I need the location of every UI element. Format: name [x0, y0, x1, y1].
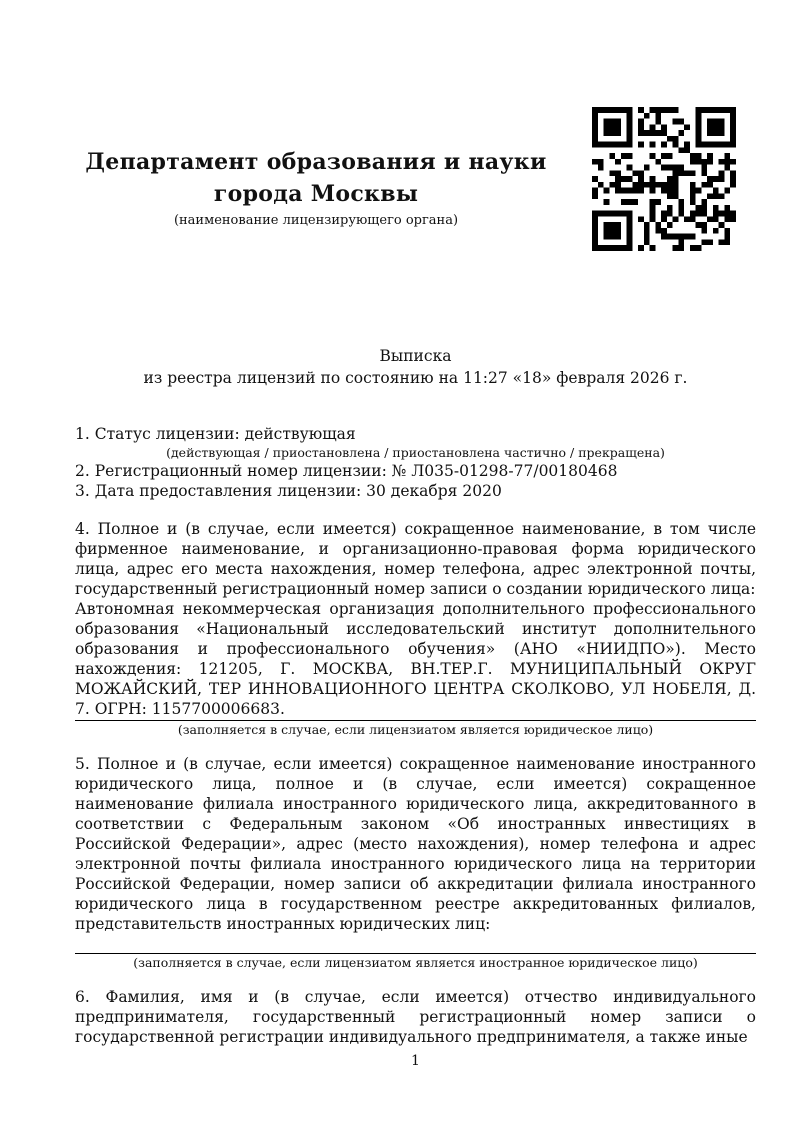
issuer-caption: (наименование лицензирующего органа): [173, 213, 459, 228]
issuer-name-line1: Департамент образования и науки: [85, 149, 547, 175]
license-grant-date-line: 3. Дата предоставления лицензии: 30 декабря 2020: [75, 482, 502, 500]
issuer-name-line2: города Москвы: [213, 181, 419, 207]
document-body: [75, 424, 756, 1047]
legal-entity-caption: (заполняется в случае, если лицензиатом является юридическое лицо): [177, 722, 654, 737]
foreign-entity-label: 5. Полное и (в случае, если имеется) сокращенное наименование иностранного юридического лица, полное и (в случае, если имеется) сокращенное наименование филиала иностранного юридического лица, аккредитованного в соответствии с Федеральным законом «Об иностранных инвестициях в Российской Федерации», адрес (место нахождения), номер телефона и адрес электронной почты филиала иностранного юридического лица на территории Российской Федерации, номер записи об аккредитации филиала иностранного юридического лица в государственном реестре аккредитованных филиалов, представительств иностранных юридических лиц:: [75, 755, 756, 933]
license-status-options-caption: (действующая / приостановлена / приостановлена частично / прекращена): [166, 445, 665, 460]
issuer-header: [75, 146, 557, 228]
foreign-entity-section: [75, 754, 756, 971]
individual-entrepreneur-label: 6. Фамилия, имя и (в случае, если имеется) отчество индивидуального предпринимателя, государственный регистрационный номер записи о государственной регистрации индивидуального предпринимателя, а также иные: [75, 988, 756, 1046]
qr-code-icon: [592, 107, 736, 251]
licensee-section-label: 4. Полное и (в случае, если имеется) сокращенное наименование, в том числе фирменное наименование, и организационно-правовая форма юридического лица, адрес его места нахождения, номер телефона, адрес электронной почты, государственный регистрационный номер записи о создании юридического лица:: [75, 520, 756, 598]
document-title-line2: из реестра лицензий по состоянию на 11:27 «18» февраля 2026 г.: [143, 369, 688, 387]
foreign-entity-caption: (заполняется в случае, если лицензиатом является иностранное юридическое лицо): [133, 955, 698, 970]
foreign-entity-blank-field: [75, 934, 756, 952]
document-title: [75, 345, 756, 389]
licensee-legal-entity-section: [75, 519, 756, 738]
licensee-section-value: Автономная некоммерческая организация дополнительного профессионального образования «Национальный исследовательский институт дополнительного образования и профессионального обучения» (АНО «НИИДПО»). Место нахождения: 121205, Г. МОСКВА, ВН.ТЕР.Г. МУНИЦИПАЛЬНЫЙ ОКРУГ МОЖАЙСКИЙ, ТЕР ИННОВАЦИОННОГО ЦЕНТРА СКОЛКОВО, УЛ НОБЕЛЯ, Д. 7. ОГРН: 1157700006683.: [75, 600, 756, 718]
document-title-line1: Выписка: [379, 347, 452, 365]
page-number: 1: [411, 1053, 420, 1069]
license-registration-number-line: 2. Регистрационный номер лицензии: № Л035-01298-77/00180468: [75, 462, 618, 480]
individual-entrepreneur-section: [75, 987, 756, 1047]
license-status-line: 1. Статус лицензии: действующая: [75, 425, 356, 443]
